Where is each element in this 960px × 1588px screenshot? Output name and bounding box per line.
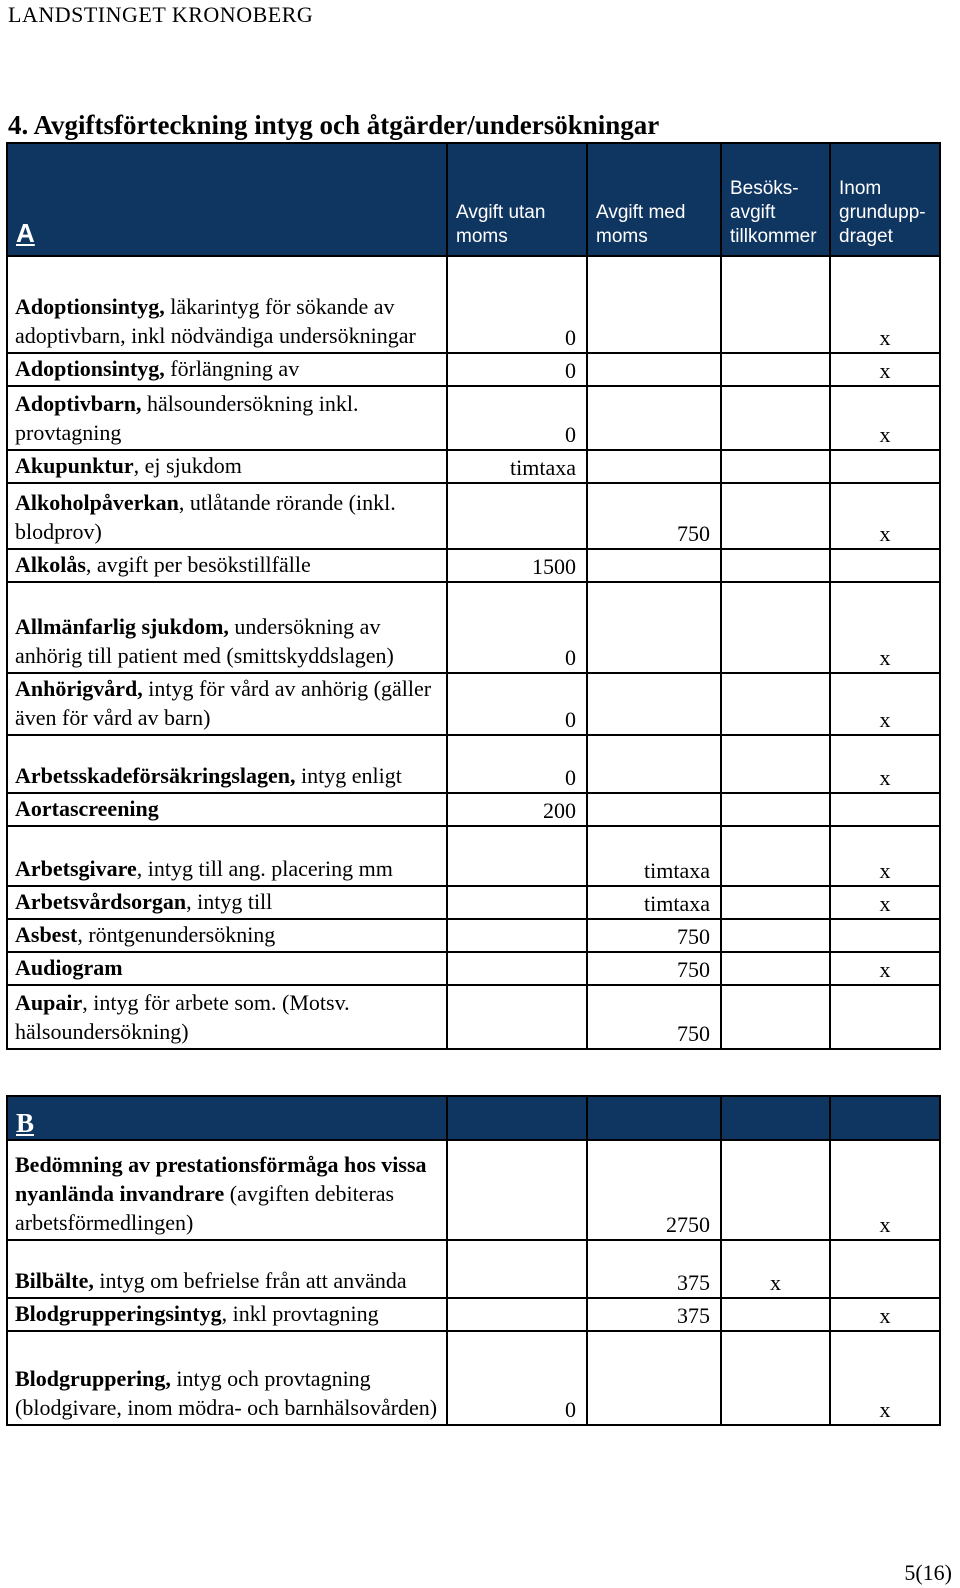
row-title: Alkolås	[15, 552, 86, 577]
fee-excl-vat	[447, 952, 587, 985]
fee-excl-vat	[447, 1298, 587, 1331]
row-detail: , inkl provtagning	[221, 1301, 379, 1326]
row-description	[7, 1331, 447, 1425]
row-detail: , avgift per besökstillfälle	[85, 552, 311, 577]
table-row	[7, 582, 940, 673]
fee-excl-vat: 1500	[447, 549, 587, 582]
within-mandate-mark: x	[830, 582, 940, 673]
fee-incl-vat: 750	[587, 985, 721, 1049]
row-description	[7, 985, 447, 1049]
row-detail: , utlåtande rörande (inkl. blodprov)	[15, 490, 396, 544]
page-heading: 4. Avgiftsförteckning intyg och åtgärder/undersökningar	[8, 110, 660, 140]
row-description	[7, 1240, 447, 1298]
visit-fee-mark	[721, 673, 830, 735]
row-title: Arbetsvårdsorgan	[15, 889, 187, 914]
page-number: 5(16)	[904, 1560, 952, 1585]
visit-fee-mark	[721, 582, 830, 673]
fee-incl-vat: 750	[587, 952, 721, 985]
row-title: Bilbälte,	[15, 1268, 94, 1293]
fee-incl-vat	[587, 256, 721, 353]
fee-incl-vat	[587, 353, 721, 386]
row-title: Alkoholpåverkan	[15, 490, 179, 515]
table-row	[7, 1140, 940, 1240]
visit-fee-mark	[721, 1331, 830, 1425]
fee-incl-vat: 2750	[587, 1140, 721, 1240]
visit-fee-mark	[721, 919, 830, 952]
header-avgift-med-moms: Avgift med moms	[587, 143, 721, 256]
fee-incl-vat	[587, 549, 721, 582]
table-a-header	[7, 143, 940, 256]
within-mandate-mark	[830, 985, 940, 1049]
row-title: Bedömning av prestationsförmåga hos vissa nyanlända invandrare	[15, 1152, 427, 1206]
row-title: Akupunktur	[15, 453, 134, 478]
header-besoksavgift: Besöks-avgift tillkommer	[721, 143, 830, 256]
within-mandate-mark: x	[830, 886, 940, 919]
row-description	[7, 1298, 447, 1331]
row-title: Arbetsskadeförsäkringslagen,	[15, 763, 296, 788]
row-description	[7, 952, 447, 985]
row-title: Blodgruppering,	[15, 1366, 171, 1391]
within-mandate-mark: x	[830, 256, 940, 353]
within-mandate-mark: x	[830, 386, 940, 450]
within-mandate-mark: x	[830, 735, 940, 793]
table-row	[7, 735, 940, 793]
fee-incl-vat: 750	[587, 483, 721, 549]
row-detail: förlängning av	[164, 356, 300, 381]
section-a-label: A	[7, 143, 447, 256]
row-title: Asbest	[15, 922, 78, 947]
fee-excl-vat: 0	[447, 256, 587, 353]
fee-excl-vat: 0	[447, 386, 587, 450]
row-detail: , röntgenundersökning	[77, 922, 276, 947]
row-detail: intyg för vård av anhörig (gäller även för vård av barn)	[15, 676, 432, 730]
fee-excl-vat: 0	[447, 353, 587, 386]
row-description	[7, 735, 447, 793]
visit-fee-mark	[721, 1298, 830, 1331]
within-mandate-mark	[830, 793, 940, 826]
visit-fee-mark: x	[721, 1240, 830, 1298]
within-mandate-mark: x	[830, 826, 940, 886]
fee-incl-vat: 750	[587, 919, 721, 952]
within-mandate-mark	[830, 1240, 940, 1298]
row-title: Adoptionsintyg,	[15, 294, 165, 319]
row-detail: , intyg till ang. placering mm	[136, 856, 393, 881]
fee-table-b	[6, 1095, 941, 1426]
header-avgift-utan-moms: Avgift utan moms	[447, 143, 587, 256]
row-description	[7, 450, 447, 483]
table-row	[7, 1331, 940, 1425]
within-mandate-mark: x	[830, 1140, 940, 1240]
row-detail: hälsoundersökning inkl. provtagning	[15, 391, 359, 445]
row-detail: undersökning av anhörig till patient med (smittskyddslagen)	[15, 614, 394, 668]
organization-name: LANDSTINGET KRONOBERG	[8, 2, 314, 27]
row-detail: , ej sjukdom	[133, 453, 242, 478]
fee-incl-vat	[587, 1331, 721, 1425]
visit-fee-mark	[721, 735, 830, 793]
fee-excl-vat	[447, 826, 587, 886]
visit-fee-mark	[721, 386, 830, 450]
table-row	[7, 1298, 940, 1331]
within-mandate-mark: x	[830, 673, 940, 735]
table-b-header	[7, 1096, 940, 1140]
within-mandate-mark: x	[830, 1331, 940, 1425]
row-title: Aupair	[15, 990, 83, 1015]
fee-excl-vat: timtaxa	[447, 450, 587, 483]
row-title: Adoptionsintyg,	[15, 356, 165, 381]
row-title: Blodgrupperingsintyg	[15, 1301, 222, 1326]
header-inom-grunduppdraget: Inom grundupp-draget	[830, 143, 940, 256]
table-row	[7, 353, 940, 386]
table-row	[7, 826, 940, 886]
row-description	[7, 793, 447, 826]
row-description	[7, 483, 447, 549]
row-description	[7, 386, 447, 450]
fee-excl-vat	[447, 886, 587, 919]
fee-excl-vat	[447, 1140, 587, 1240]
fee-table-a	[6, 142, 941, 1050]
within-mandate-mark	[830, 549, 940, 582]
visit-fee-mark	[721, 353, 830, 386]
table-row	[7, 256, 940, 353]
visit-fee-mark	[721, 1140, 830, 1240]
within-mandate-mark: x	[830, 353, 940, 386]
visit-fee-mark	[721, 952, 830, 985]
row-description	[7, 1140, 447, 1240]
row-detail: läkarintyg för sökande av adoptivbarn, inkl nödvändiga undersökningar	[15, 294, 416, 348]
visit-fee-mark	[721, 793, 830, 826]
row-title: Anhörigvård,	[15, 676, 143, 701]
visit-fee-mark	[721, 985, 830, 1049]
row-detail: intyg enligt	[295, 763, 402, 788]
within-mandate-mark: x	[830, 483, 940, 549]
visit-fee-mark	[721, 450, 830, 483]
table-row	[7, 549, 940, 582]
fee-incl-vat	[587, 673, 721, 735]
row-title: Aortascreening	[15, 796, 159, 821]
row-detail: , intyg till	[186, 889, 273, 914]
fee-excl-vat	[447, 483, 587, 549]
table-row	[7, 886, 940, 919]
row-title: Audiogram	[15, 955, 123, 980]
table-row	[7, 673, 940, 735]
table-row	[7, 985, 940, 1049]
visit-fee-mark	[721, 483, 830, 549]
row-description	[7, 353, 447, 386]
fee-excl-vat: 200	[447, 793, 587, 826]
table-row	[7, 386, 940, 450]
table-row	[7, 952, 940, 985]
visit-fee-mark	[721, 549, 830, 582]
fee-excl-vat: 0	[447, 582, 587, 673]
row-description	[7, 826, 447, 886]
fee-incl-vat	[587, 793, 721, 826]
row-title: Adoptivbarn,	[15, 391, 142, 416]
row-description	[7, 886, 447, 919]
row-detail: (avgiften debiteras arbetsförmedlingen)	[15, 1181, 395, 1235]
fee-incl-vat: 375	[587, 1298, 721, 1331]
fee-excl-vat	[447, 919, 587, 952]
table-row	[7, 483, 940, 549]
fee-excl-vat	[447, 985, 587, 1049]
fee-excl-vat: 0	[447, 735, 587, 793]
visit-fee-mark	[721, 256, 830, 353]
visit-fee-mark	[721, 826, 830, 886]
table-row	[7, 793, 940, 826]
fee-excl-vat	[447, 1240, 587, 1298]
row-description	[7, 256, 447, 353]
fee-excl-vat: 0	[447, 673, 587, 735]
table-row	[7, 450, 940, 483]
fee-incl-vat	[587, 582, 721, 673]
within-mandate-mark: x	[830, 1298, 940, 1331]
visit-fee-mark	[721, 886, 830, 919]
row-title: Arbetsgivare	[15, 856, 137, 881]
fee-incl-vat	[587, 386, 721, 450]
fee-incl-vat	[587, 450, 721, 483]
within-mandate-mark: x	[830, 952, 940, 985]
row-detail: , intyg för arbete som. (Motsv. hälsoundersökning)	[15, 990, 350, 1044]
fee-incl-vat: timtaxa	[587, 826, 721, 886]
within-mandate-mark	[830, 919, 940, 952]
row-detail: intyg och provtagning (blodgivare, inom mödra- och barnhälsovården)	[15, 1366, 438, 1420]
table-row	[7, 919, 940, 952]
table-row	[7, 1240, 940, 1298]
row-title: Allmänfarlig sjukdom,	[15, 614, 229, 639]
fee-incl-vat	[587, 735, 721, 793]
fee-incl-vat: 375	[587, 1240, 721, 1298]
row-description	[7, 919, 447, 952]
fee-excl-vat: 0	[447, 1331, 587, 1425]
row-description	[7, 582, 447, 673]
section-b-label: B	[7, 1096, 447, 1140]
row-description	[7, 673, 447, 735]
within-mandate-mark	[830, 450, 940, 483]
row-detail: intyg om befrielse från att använda	[93, 1268, 407, 1293]
row-description	[7, 549, 447, 582]
fee-incl-vat: timtaxa	[587, 886, 721, 919]
